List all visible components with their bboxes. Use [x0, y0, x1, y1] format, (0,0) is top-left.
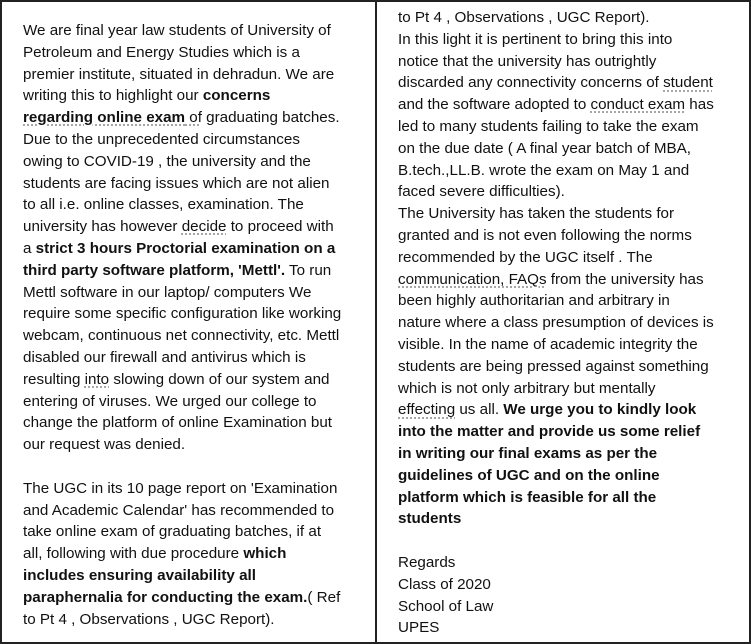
right-text-line: [398, 51, 714, 73]
left-text-line: [23, 478, 341, 500]
right-text-line: [398, 312, 714, 334]
right-text-line: [398, 94, 714, 116]
text-run: third party software platform, 'Mettl'.: [23, 261, 286, 279]
left-text-line: [23, 20, 341, 42]
text-run: nature where a class presumption of devices is: [398, 314, 714, 332]
text-run: To run: [285, 261, 332, 279]
text-run: The UGC in its 10 page report on 'Examination: [23, 479, 338, 497]
text-run: ( Ref: [307, 588, 341, 606]
right-text-line: [398, 378, 714, 400]
right-text-line: [398, 138, 714, 160]
right-text-line: [398, 596, 714, 618]
left-text-line: [23, 282, 341, 304]
text-run: concerns: [202, 87, 271, 105]
text-run: a: [23, 239, 36, 257]
text-run: all, following with due procedure: [23, 545, 244, 563]
text-run: and the software adopted to: [398, 96, 591, 114]
text-run: We urge you to kindly look: [503, 401, 697, 419]
text-run: notice that the university has outrightly: [398, 52, 657, 70]
right-text-line: [398, 116, 714, 138]
text-run: Class of 2020: [398, 575, 491, 593]
text-run: students are being pressed against something: [398, 357, 709, 375]
left-text-line: [23, 260, 341, 282]
text-run: take online exam of graduating batches, if at: [23, 523, 322, 541]
left-text-line: [23, 129, 341, 151]
text-run: guidelines of UGC and on the online: [398, 466, 660, 484]
left-text-line: [23, 303, 341, 325]
right-text-line: [398, 356, 714, 378]
right-text-line: [398, 552, 714, 574]
right-text-line: [398, 508, 714, 530]
text-run: in writing our final exams as per the: [398, 444, 658, 462]
left-text-line: [23, 609, 341, 631]
left-text-line: [23, 347, 341, 369]
left-text-line: [23, 194, 341, 216]
text-run: strict 3 hours Proctorial examination on a: [35, 239, 336, 257]
text-run: us all.: [455, 401, 504, 419]
text-run: university has however: [23, 218, 182, 236]
text-run: School of Law: [398, 597, 494, 615]
text-run: into the matter and provide us some relief: [398, 423, 701, 441]
right-page-panel: [375, 0, 751, 644]
text-run: In this light it is pertinent to bring this into: [398, 30, 673, 48]
text-run: slowing down of our system and: [109, 370, 330, 388]
left-text-line: [23, 151, 341, 173]
text-run: effecting: [398, 401, 456, 419]
right-text-line: [398, 247, 714, 269]
text-run: disabled our firewall and antivirus which is: [23, 348, 306, 366]
left-text-line: [23, 85, 341, 107]
right-text-line: [398, 465, 714, 487]
left-text-line: [23, 369, 341, 391]
text-run: to proceed with: [226, 218, 334, 236]
text-run: graduating batches.: [201, 109, 340, 127]
text-run: require some specific configuration like working: [23, 305, 342, 323]
text-run: communication, FAQs: [398, 270, 547, 288]
right-text-line: [398, 160, 714, 182]
right-text-line: [398, 181, 714, 203]
text-run: of: [185, 109, 202, 127]
right-text-line: [398, 334, 714, 356]
text-run: which: [243, 545, 287, 563]
right-text-line: [398, 225, 714, 247]
right-text-line: [398, 72, 714, 94]
text-run: discarded any connectivity concerns of: [398, 74, 664, 92]
text-run: premier institute, situated in dehradun. We are: [23, 65, 335, 83]
left-text-line: [23, 216, 341, 238]
text-run: students are facing issues which are not alien: [23, 174, 330, 192]
left-text-line: [23, 64, 341, 86]
text-run: platform which is feasible for all the: [398, 488, 657, 506]
left-text-line: [23, 42, 341, 64]
right-blank-line: [398, 530, 714, 552]
text-run: owing to COVID-19 , the university and the: [23, 152, 311, 170]
text-run: to Pt 4 , Observations , UGC Report).: [23, 610, 275, 628]
text-run: Mettl software in our laptop/ computers We: [23, 283, 312, 301]
text-run: to all i.e. online classes, examination. The: [23, 196, 304, 214]
text-run: students: [398, 510, 462, 528]
text-run: to Pt 4 , Observations , UGC Report).: [398, 9, 650, 26]
left-text-line: [23, 434, 341, 456]
left-text-line: [23, 587, 341, 609]
text-run: regarding online exam: [23, 109, 186, 127]
left-text-line: [23, 325, 341, 347]
right-text-line: [398, 399, 714, 421]
text-run: decide: [181, 218, 227, 236]
left-text-line: [23, 565, 341, 587]
left-letter-text: [23, 20, 341, 630]
right-text-line: [398, 290, 714, 312]
text-run: Regards: [398, 553, 456, 571]
text-run: change the platform of online Examination but: [23, 414, 333, 432]
text-run: led to many students failing to take the exam: [398, 117, 699, 135]
left-text-line: [23, 391, 341, 413]
left-text-line: [23, 107, 341, 129]
right-text-line: [398, 421, 714, 443]
right-letter-text: [398, 7, 714, 639]
text-run: We are final year law students of University of: [23, 22, 331, 39]
text-run: webcam, continuous net connectivity, etc. Mettl: [23, 327, 340, 345]
text-run: visible. In the name of academic integrity the: [398, 335, 698, 353]
right-text-line: [398, 487, 714, 509]
text-run: Due to the unprecedented circumstances: [23, 130, 300, 148]
text-run: conduct exam: [590, 96, 686, 114]
text-run: UPES: [398, 619, 440, 637]
text-run: The University has taken the students for: [398, 205, 675, 223]
left-text-line: [23, 173, 341, 195]
right-text-line: [398, 29, 714, 51]
right-text-line: [398, 617, 714, 639]
left-text-line: [23, 412, 341, 434]
text-run: resulting: [23, 370, 85, 388]
text-run: paraphernalia for conducting the exam.: [23, 588, 308, 606]
right-text-line: [398, 7, 714, 29]
text-run: into: [84, 370, 110, 388]
text-run: student: [663, 74, 713, 92]
text-run: recommended by the UGC itself . The: [398, 248, 653, 266]
text-run: Petroleum and Energy Studies which is a: [23, 43, 300, 61]
text-run: granted and is not even following the norms: [398, 226, 692, 244]
text-run: from the university has: [546, 270, 704, 288]
right-text-line: [398, 443, 714, 465]
left-text-line: [23, 238, 341, 260]
left-blank-line: [23, 456, 341, 478]
text-run: faced severe difficulties).: [398, 183, 565, 201]
text-run: B.tech.,LL.B. wrote the exam on May 1 and: [398, 161, 690, 179]
right-text-line: [398, 203, 714, 225]
right-text-line: [398, 269, 714, 291]
text-run: which is not only arbitrary but mentally: [398, 379, 656, 397]
left-text-line: [23, 543, 341, 565]
text-run: and Academic Calendar' has recommended to: [23, 501, 335, 519]
text-run: includes ensuring availability all: [23, 566, 256, 584]
left-text-line: [23, 521, 341, 543]
text-run: our request was denied.: [23, 436, 186, 454]
text-run: has: [685, 96, 714, 114]
right-text-line: [398, 574, 714, 596]
text-run: been highly authoritarian and arbitrary in: [398, 292, 670, 310]
text-run: on the due date ( A final year batch of MBA,: [398, 139, 691, 157]
text-run: entering of viruses. We urged our college to: [23, 392, 317, 410]
text-run: writing this to highlight our: [23, 87, 203, 105]
left-text-line: [23, 500, 341, 522]
